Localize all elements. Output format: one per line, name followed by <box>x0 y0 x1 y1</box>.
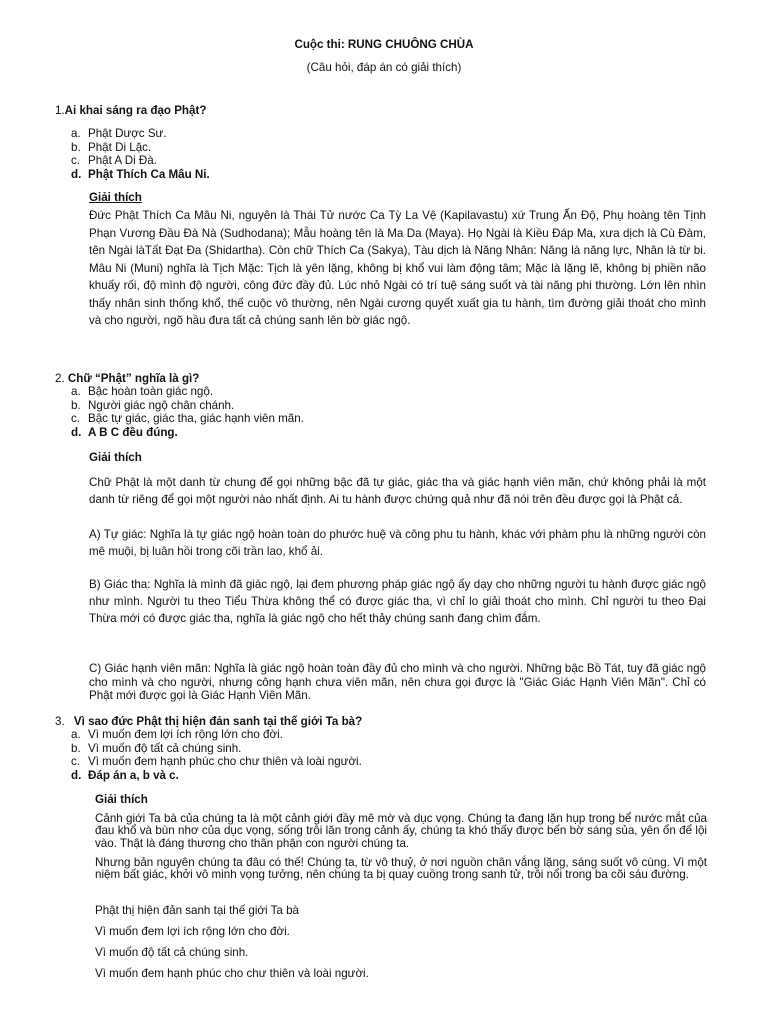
option-d-correct <box>71 426 304 440</box>
option-letter: d. <box>71 167 82 181</box>
option-text: Phật Dược Sư. <box>88 127 167 140</box>
option-a <box>71 127 210 141</box>
explanation-paragraph: Cảnh giới Ta bà của chúng ta là một cảnh giới đầy mê mờ và dục vọng. Chúng ta đang lặn hụp trong bể nước mắt của đau khổ và bùn nhơ của dục vọng, sống trôi lăn trong cảnh ấy, chúng ta khó thấy được bến bờ sáng sủa, yên ổn để lội vào. Thật là đáng thương cho thân phận con người chúng ta. <box>95 812 707 850</box>
option-b <box>71 742 362 756</box>
question-2-text: Chữ “Phật” nghĩa là gì? <box>67 372 200 385</box>
explanation-line: Vì muốn đem lợi ích rộng lớn cho đời. <box>95 925 290 938</box>
question-2-options <box>71 385 304 439</box>
option-a <box>71 728 362 742</box>
option-d-correct <box>71 168 210 182</box>
option-letter: a. <box>71 385 81 398</box>
option-letter: c. <box>71 154 81 168</box>
explanation-paragraph: Nhưng bản nguyên chúng ta đâu có thế! Chúng ta, từ vô thuỷ, ở nơi nguồn chân vắng lặng, sáng suốt vô cùng. Vì một niệm bất giác, khởi vô minh vọng tưởng, nên chúng ta bị quay cuồng trong sanh tử, trôi nổi trong ba cõi sáu đường. <box>95 856 707 882</box>
option-text: Phật A Di Đà. <box>88 154 157 168</box>
explanation-paragraph: B) Giác tha: Nghĩa là mình đã giác ngộ, lại đem phương pháp giác ngộ ấy dạy cho những người tu hành được giác ngộ như mình. Người tu theo Tiểu Thừa không thể có được giác tha, vì chỉ lo giải thoát cho mình. Chỉ người tu theo Đại Thừa mới có được giác tha, nghĩa là giác ngộ cho hết thảy chúng sanh đang chìm đắm. <box>89 578 706 626</box>
explanation-paragraph: Chữ Phật là một danh từ chung để gọi những bậc đã tự giác, giác tha và giác hạnh viên mãn, chứ không phải là một danh từ riêng để gọi một người nào nhất định. Ai tu hành được chứng quả như đã nói trên đều được gọi là Phật cả. <box>89 476 706 507</box>
document-subtitle: (Câu hỏi, đáp án có giải thích) <box>306 61 462 74</box>
option-letter: d. <box>71 425 82 439</box>
explanation-line: Phật thị hiện đản sanh tại thế giới Ta bà <box>95 904 299 917</box>
option-c <box>71 755 362 769</box>
document-title: Cuộc thi: RUNG CHUÔNG CHÙA <box>294 38 474 51</box>
option-letter: b. <box>71 398 81 412</box>
explanation-paragraph: A) Tự giác: Nghĩa là tự giác ngộ hoàn toàn do phước huệ và công phu tu hành, khác với phàm phu là những người còn mê muội, bị luân hồi trong cõi trần lao, khổ ải. <box>89 528 706 559</box>
question-3-text: Vì sao đức Phật thị hiện đản sanh tại thế giới Ta bà? <box>73 715 363 728</box>
option-text: Vì muốn độ tất cả chúng sinh. <box>88 741 242 755</box>
option-text: A B C đều đúng. <box>88 425 178 439</box>
question-1-heading <box>55 104 206 118</box>
explanation-line: Vì muốn đem hạnh phúc cho chư thiên và loài người. <box>95 967 369 980</box>
explanation-paragraph: C) Giác hạnh viên mãn: Nghĩa là giác ngộ hoàn toàn đầy đủ cho mình và cho người. Những bậc Bồ Tát, tuy đã giác ngộ cho mình và cho người, nhưng công hạnh chưa viên mãn, nên chưa gọi được là "Giác Giác Hạnh Viên Mãn". Chỉ có Phật mới được gọi là Giác Hạnh Viên Mãn. <box>89 662 706 703</box>
explanation-paragraph: Đức Phật Thích Ca Mâu Ni, nguyên là Thái Tử nước Ca Tỳ La Vệ (Kapilavastu) xứ Trung Ấn Độ, Phụ hoàng tên Tịnh Phạn Vương Đầu Đà Nà (Sudhodana); Mẫu hoàng tên là Ma Da (Maya). Họ Ngài là Kiều Đáp Ma, xưa dịch là Cù Đàm, tên Ngài làTất Đạt Đa (Shidartha). Còn chữ Thích Ca (Sakya), Tàu dịch là Năng Nhân: Năng là năng lực, Nhân là từ bi. Mâu Ni (Muni) nghĩa là Tịch Mặc: Tịch là yên lặng, không bị khổ vui làm động tâm; Mặc là lặng lẽ, không bị phiền não khuấy rối, độ mình độ người, công đức đầy đủ. Lúc nhỏ Ngài có trí tuệ sáng suốt và tài năng phi thường. Lớn lên nhìn thấy nhân sinh thống khổ, thế cuộc vô thường, nên Ngài cương quyết xuất gia tu hành, tìm đường giải thoát cho mình và cho người, ngõ hầu đưa tất cả chúng sanh lên bờ giác ngộ. <box>89 209 706 327</box>
question-2-heading <box>55 372 199 386</box>
option-b <box>71 399 304 413</box>
question-2-number: 2. <box>55 372 65 385</box>
option-letter: b. <box>71 741 81 755</box>
option-letter: a. <box>71 728 81 741</box>
option-text: Người giác ngộ chân chánh. <box>88 398 235 412</box>
question-3-number: 3. <box>55 715 65 728</box>
option-text: Bậc tự giác, giác tha, giác hạnh viên mãn. <box>88 412 304 426</box>
option-text: Vì muốn đem hạnh phúc cho chư thiên và loài người. <box>88 755 362 769</box>
option-letter: a. <box>71 127 81 140</box>
option-text: Phật Di Lặc. <box>88 140 152 154</box>
option-a <box>71 385 304 399</box>
option-c <box>71 154 210 168</box>
question-1-options <box>71 127 210 181</box>
option-d-correct <box>71 769 362 783</box>
explanation-heading: Giải thích <box>95 793 148 806</box>
option-text: Vì muốn đem lợi ích rộng lớn cho đời. <box>88 728 283 741</box>
option-text: Đáp án a, b và c. <box>88 768 179 782</box>
option-b <box>71 141 210 155</box>
explanation-heading: Giải thích <box>89 451 142 464</box>
option-letter: c. <box>71 412 81 426</box>
option-letter: d. <box>71 768 82 782</box>
explanation-line: Vì muốn độ tất cả chúng sinh. <box>95 946 249 959</box>
question-3-options <box>71 728 362 782</box>
option-text: Bậc hoàn toàn giác ngộ. <box>88 385 214 398</box>
question-1-text: Ai khai sáng ra đạo Phật? <box>64 104 207 117</box>
question-1-number: 1. <box>55 104 65 117</box>
question-3-heading <box>55 715 362 729</box>
option-text: Phật Thích Ca Mâu Ni. <box>88 167 210 181</box>
explanation-heading: Giải thích <box>89 191 142 204</box>
option-letter: b. <box>71 140 81 154</box>
option-letter: c. <box>71 755 81 769</box>
option-c <box>71 412 304 426</box>
